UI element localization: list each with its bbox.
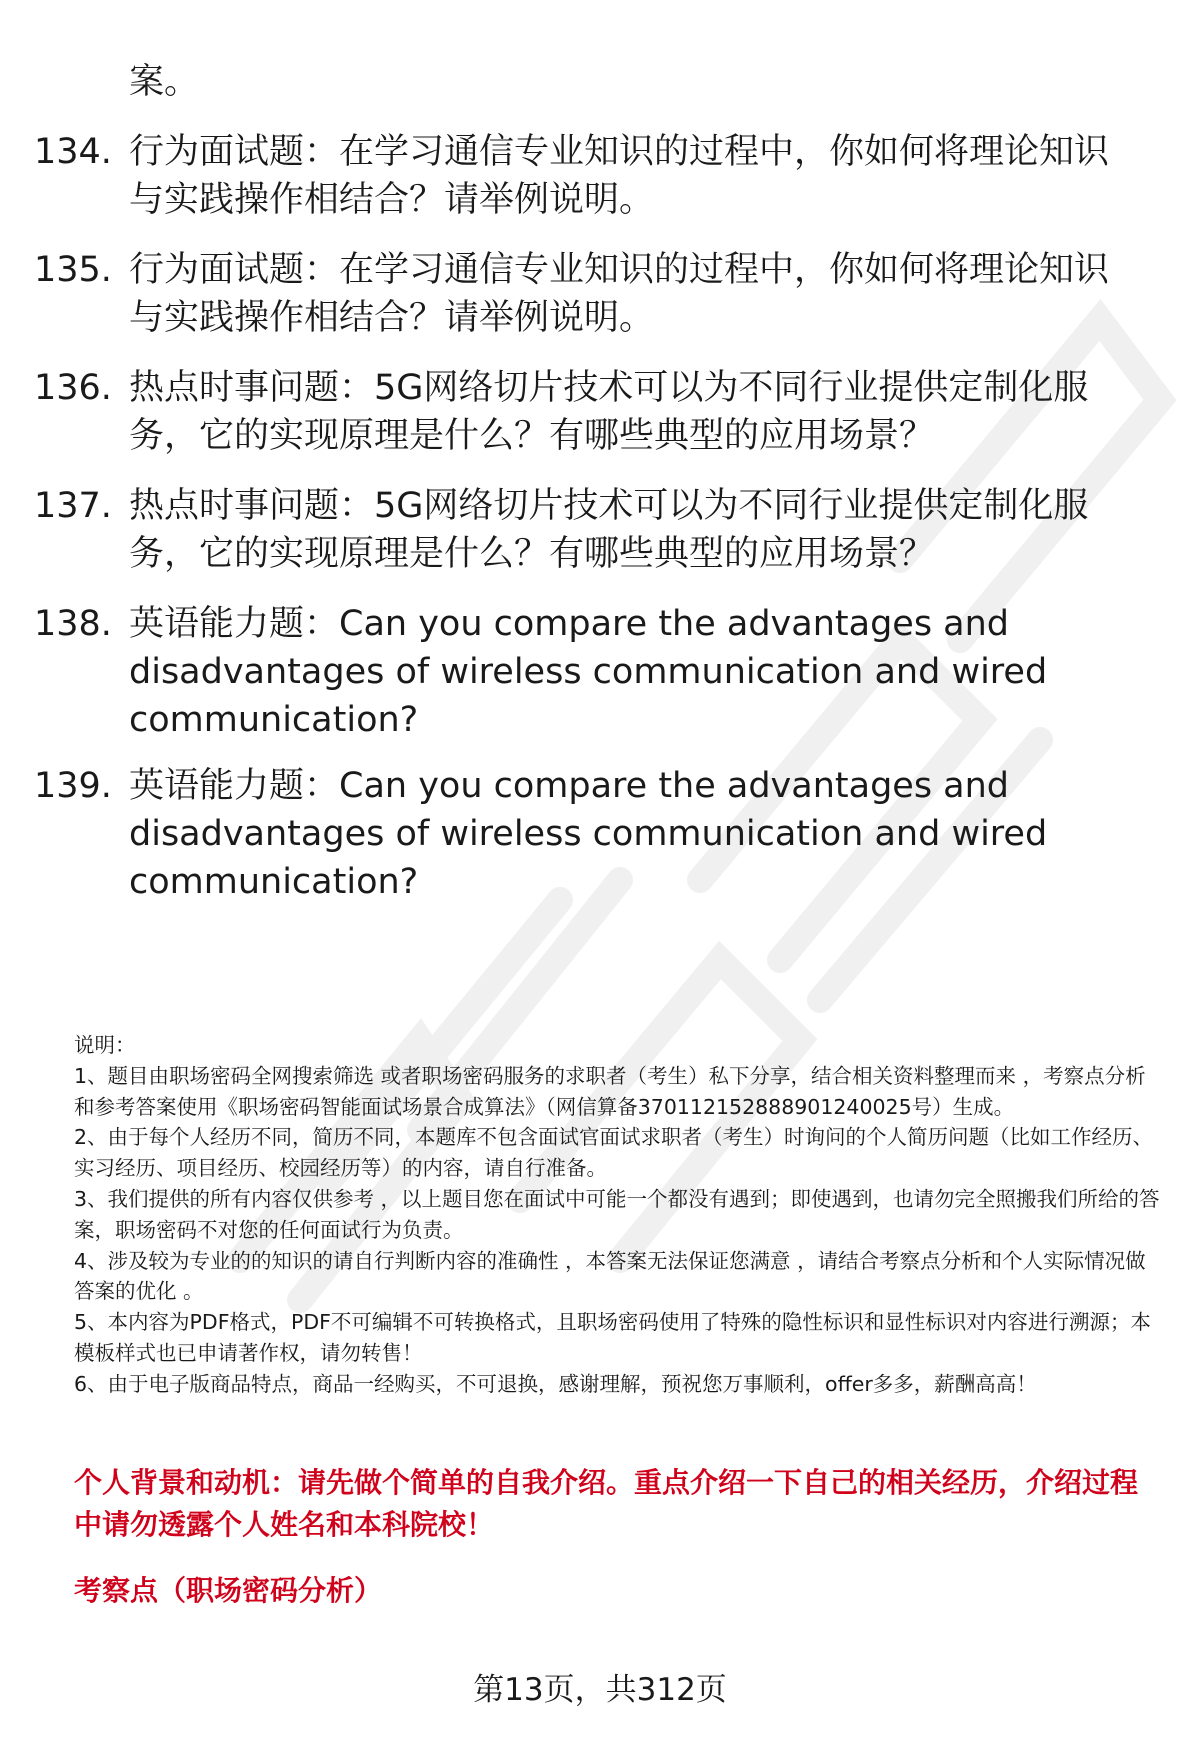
- continuation-text: 案。: [129, 62, 200, 102]
- question-number: 135.: [34, 250, 112, 290]
- notes-item: 5、本内容为PDF格式，PDF不可编辑不可转换格式，且职场密码使用了特殊的隐性标识和显性标识对内容进行溯源；本模板样式也已申请著作权，请勿转售！: [74, 1310, 1151, 1365]
- question-number: 139.: [34, 766, 112, 806]
- notes-item: 2、由于每个人经历不同，简历不同，本题库不包含面试官面试求职者（考生）时询问的个人简历问题（比如工作经历、实习经历、项目经历、校园经历等）的内容，请自行准备。: [74, 1125, 1154, 1181]
- notes-item: 4、涉及较为专业的的知识的请自行判断内容的准确性 ，本答案无法保证您满意 ，请结合考察点分析和个人实际情况做答案的优化 。: [74, 1248, 1146, 1304]
- question-text: 热点时事问题：5G网络切片技术可以为不同行业提供定制化服 务，它的实现原理是什么？有哪些典型的应用场景？: [129, 368, 1089, 456]
- question-item: [34, 246, 1164, 342]
- page-footer: 第13页，共312页: [473, 1672, 727, 1708]
- continuation-line: [34, 58, 1164, 106]
- question-number: 136.: [34, 368, 112, 408]
- analysis-subheading: 考察点（职场密码分析）: [74, 1574, 383, 1607]
- question-item: [34, 762, 1164, 906]
- notes-item: 3、我们提供的所有内容仅供参考 ，以上题目您在面试中可能一个都没有遇到；即使遇到，也请勿完全照搬我们所给的答案，职场密码不对您的任何面试行为负责。: [74, 1186, 1160, 1242]
- question-text: 热点时事问题：5G网络切片技术可以为不同行业提供定制化服 务，它的实现原理是什么？有哪些典型的应用场景？: [129, 486, 1089, 574]
- question-item: [34, 482, 1164, 578]
- notes-section: [74, 1030, 1164, 1400]
- question-text: 英语能力题：Can you compare the advantages and disadvantages of wireless communication and wired communication?: [129, 766, 1048, 902]
- section-heading: 个人背景和动机：请先做个简单的自我介绍。重点介绍一下自己的相关经历，介绍过程中请勿透露个人姓名和本科院校！: [74, 1466, 1139, 1541]
- question-number: 134.: [34, 132, 112, 172]
- question-text: 行为面试题：在学习通信专业知识的过程中，你如何将理论知识 与实践操作相结合？请举例说明。: [129, 250, 1110, 338]
- notes-title: 说明：: [74, 1033, 136, 1057]
- question-item: [34, 364, 1164, 460]
- question-item: [34, 128, 1164, 224]
- question-item: [34, 600, 1164, 744]
- question-text: 英语能力题：Can you compare the advantages and disadvantages of wireless communication and wired communication?: [129, 604, 1048, 740]
- question-text: 行为面试题：在学习通信专业知识的过程中，你如何将理论知识 与实践操作相结合？请举例说明。: [129, 132, 1110, 220]
- question-number: 137.: [34, 486, 112, 526]
- notes-item: 6、由于电子版商品特点，商品一经购买，不可退换，感谢理解，预祝您万事顺利，offer多多，薪酬高高！: [74, 1371, 1037, 1396]
- notes-item: 1、题目由职场密码全网搜索筛选 或者职场密码服务的求职者（考生）私下分享，结合相关资料整理而来 ，考察点分析和参考答案使用《职场密码智能面试场景合成算法》（网信算备370112152888901240025号）生成。: [74, 1063, 1146, 1119]
- question-number: 138.: [34, 604, 112, 644]
